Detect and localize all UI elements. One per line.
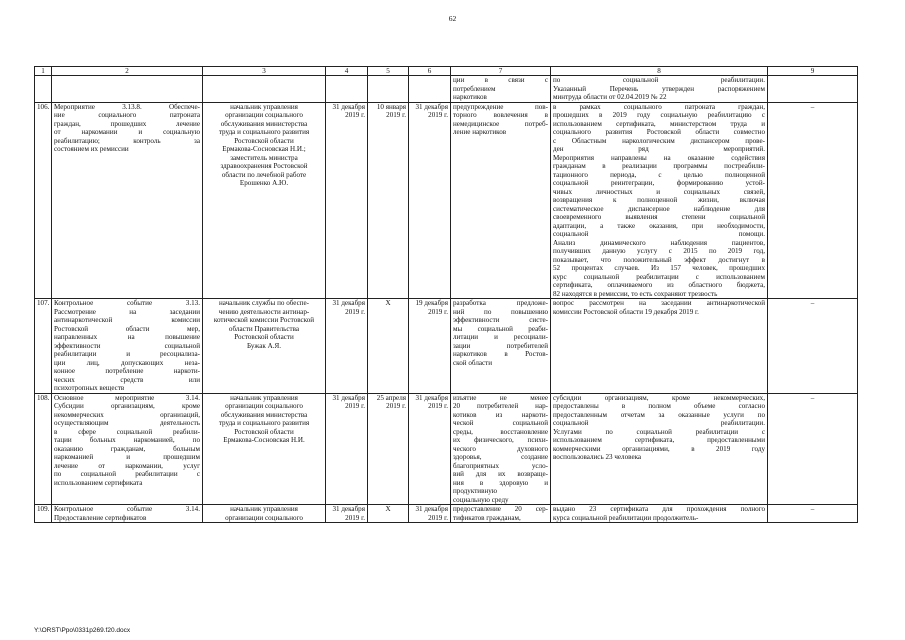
text-line: начальник управления — [230, 505, 298, 513]
expected-result-cell — [451, 299, 551, 394]
start-date-cell — [368, 102, 409, 299]
text-line: с Областным наркологическим диспансером прове- — [553, 136, 765, 145]
text-line: Ростовской области — [234, 136, 294, 145]
actual-result-cell — [551, 299, 768, 394]
start-date-cell — [368, 393, 409, 505]
text-line: предоставление 20 сер- — [453, 505, 548, 513]
text-line: социальной помощи. — [553, 230, 765, 238]
text-line: предупреждение пов- — [453, 102, 548, 111]
text-line: граждан, прошедших лечение — [54, 119, 200, 128]
expected-result-cell — [451, 505, 551, 523]
activity-cell — [52, 505, 203, 523]
text-line: обслуживания министерства — [220, 410, 308, 419]
text-line: тационного периода, с целью полноценной — [553, 170, 765, 179]
text-line: благоприятных усло- — [453, 461, 548, 470]
text-line: 31 декабря — [332, 299, 365, 307]
text-line: ния в здоровую и — [453, 478, 548, 487]
text-line: ние социального патроната — [54, 111, 200, 119]
text-line: организации социального — [225, 111, 303, 119]
text-line: здравоохранения Ростовской — [220, 162, 308, 170]
text-line: Ростовской области мер, — [54, 324, 200, 333]
text-line: предоставленным отчетам за оказанные услуги по — [553, 410, 765, 419]
text-line: Предоставление сертификатов — [54, 513, 147, 522]
continuation-row — [35, 76, 858, 103]
text-line: тификатов гражданам, — [453, 513, 521, 522]
text-line: 19 декабря — [415, 299, 448, 307]
header-cell: 7 — [451, 67, 551, 76]
text-line: котической комиссии Ростовской — [213, 316, 315, 324]
text-line: курс социальной реабилитации с использованием — [553, 272, 765, 281]
text-line: прошедших в 2019 году социальную реабилитацию с — [553, 111, 765, 119]
planned-date-cell — [326, 393, 368, 505]
text-line: 31 декабря — [332, 102, 365, 111]
text-line: чению деятельности антинар- — [218, 307, 310, 316]
remarks-cell: – — [768, 505, 858, 523]
text-line: Ермакова-Сосновская Н.И.; — [222, 145, 306, 153]
text-line: адаптации, а также оказания, при необходимости, — [553, 221, 765, 230]
header-cell: 8 — [551, 67, 768, 76]
header-cell: 3 — [203, 67, 326, 76]
text-line: Контрольное событие 3.13. — [54, 299, 200, 307]
activity-cell — [52, 102, 203, 299]
text-line: Ермакова-Сосновская Н.И. — [223, 436, 305, 444]
text-line: социальной реабилитации. — [553, 419, 765, 427]
text-line: 2019 г. — [386, 402, 406, 410]
text-line: тации больных наркоманией, по — [54, 436, 200, 444]
text-line: 25 апреля — [376, 393, 406, 402]
text-line: начальник управления — [230, 393, 298, 402]
text-line: 2019 г. — [428, 402, 448, 410]
text-line: вий для их возвраще- — [453, 470, 548, 478]
text-line: состоянием их ремиссии — [54, 145, 129, 153]
responsible-cell — [203, 299, 326, 394]
text-line: литации и ресоциали- — [453, 333, 548, 341]
text-line: социальную среду — [453, 495, 509, 504]
text-line: субсидии организациям, кроме некоммерческих, — [553, 393, 765, 402]
text-line: 10 января — [376, 102, 406, 111]
text-line: по социальной реабилитации с — [54, 470, 200, 478]
remarks-cell: – — [768, 102, 858, 299]
text-line: начальник управления — [230, 102, 298, 111]
text-line: здоровья, создание — [453, 453, 548, 461]
text-line: Ростовской области — [234, 427, 294, 436]
text-line: реабилитацию; контроль за — [54, 136, 200, 145]
text-line: 31 декабря — [332, 393, 365, 402]
table-row — [35, 299, 858, 394]
text-line: использованием сертификата — [54, 478, 143, 487]
actual-result-cell — [551, 76, 768, 103]
responsible-cell — [203, 102, 326, 299]
text-line: 31 декабря — [415, 505, 448, 513]
text-line: возвращения к полноценной жизни, включая — [553, 196, 765, 204]
text-line: области по лечебной работе — [221, 170, 307, 179]
text-line: минтруда области от 02.04.2019 № 22 — [553, 93, 667, 101]
actual-date-cell — [409, 393, 451, 505]
header-cell: 9 — [768, 67, 858, 76]
text-line: предоставлены в полном объеме согласно — [553, 402, 765, 410]
text-line: котиков из наркоти- — [453, 410, 548, 419]
text-line: в рамках социального патроната граждан, — [553, 102, 765, 111]
text-line: коммерческими организациями, в 2019 году — [553, 444, 765, 453]
text-line: начальник службы по обеспе- — [218, 299, 310, 307]
actual-result-cell — [551, 102, 768, 299]
text-line: потреблением — [453, 84, 496, 93]
report-table — [34, 66, 858, 523]
text-line: ление наркотиков — [453, 128, 507, 136]
text-line: лечение от наркомании, услуг — [54, 461, 200, 470]
header-cell: 6 — [409, 67, 451, 76]
text-line: оказанию гражданам, больным — [54, 444, 200, 453]
text-line: области Правительства — [228, 324, 300, 333]
text-line: продуктивную — [453, 487, 498, 495]
text-line: комиссии Ростовской области 19 декабря 2019 г. — [553, 307, 699, 316]
row-number-cell: 107. — [35, 299, 52, 394]
actual-date-cell — [409, 299, 451, 394]
text-line: 2019 г. — [428, 513, 448, 522]
text-line: вопрос рассмотрен на заседании антинаркотической — [553, 299, 765, 307]
header-cell: 1 — [35, 67, 52, 76]
header-row — [35, 67, 858, 76]
start-date-cell — [368, 505, 409, 523]
text-line: некоммерческих организаций, — [54, 410, 200, 419]
text-line: среды, восстановление — [453, 427, 548, 436]
text-line: показывает, что положительный эффект достигнут в — [553, 255, 765, 264]
text-line: Анализ динамического наблюдения пациентов, — [553, 238, 765, 247]
text-line: 82 находятся в ремиссии, то есть сохраняют трезвость — [553, 289, 718, 298]
text-line: Ерошенко А.Ю. — [239, 179, 289, 187]
planned-date-cell — [326, 505, 368, 523]
responsible-cell — [203, 505, 326, 523]
text-line: чивых личностных и социальных связей, — [553, 187, 765, 196]
responsible-cell — [203, 393, 326, 505]
text-line: психотропных веществ — [54, 384, 125, 392]
row-number-cell: 109. — [35, 505, 52, 523]
start-date-cell — [368, 299, 409, 394]
text-line: социального развития Ростовской области совместно — [553, 128, 765, 136]
text-line: по социальной реабилитации. — [553, 76, 765, 84]
text-line: Мероприятия направлены на оказание содействия — [553, 153, 765, 162]
text-line: изъятие не менее — [453, 393, 548, 402]
text-line: эффективности социальной — [54, 341, 200, 350]
text-line: социальной реинтеграции, формированию устой- — [553, 179, 765, 187]
text-line: Услугами по социальной реабилитации с — [553, 427, 765, 436]
text-line: Основное мероприятие 3.14. — [54, 393, 200, 402]
text-line: реабилитации и ресоциализа- — [54, 350, 200, 358]
text-line: наркоманией и прошедшим — [54, 453, 200, 461]
text-line: эффективности систе- — [453, 316, 548, 324]
table-row — [35, 505, 858, 523]
actual-result-cell — [551, 505, 768, 523]
text-line: направленных на повышение — [54, 333, 200, 341]
text-line: организации социального — [225, 402, 303, 410]
text-line: X — [385, 299, 391, 307]
text-line: труда и социального развития — [218, 419, 310, 427]
file-path-footer: Y:\ORST\Ppo\0331p269.f20.docx — [34, 627, 131, 634]
text-line: разработка предложе- — [453, 299, 548, 307]
activity-cell — [52, 299, 203, 394]
text-line: гражданам в реализации программы постреабили- — [553, 162, 765, 170]
text-line: организации социального — [225, 513, 303, 522]
text-line: осуществляющим деятельность — [54, 419, 200, 427]
text-line: 2019 г. — [345, 111, 365, 119]
text-line: 31 декабря — [332, 505, 365, 513]
text-line: систематическое диспансерное наблюдение для — [553, 204, 765, 213]
header-cell: 5 — [368, 67, 409, 76]
remarks-cell: – — [768, 299, 858, 394]
text-line: ской области — [453, 358, 493, 367]
text-line: зации потребителей — [453, 341, 548, 350]
text-line: торного вовлечения в — [453, 111, 548, 119]
table-row — [35, 393, 858, 505]
text-line: обслуживания министерства — [220, 119, 308, 128]
text-line: наркотиков — [453, 93, 487, 101]
planned-date-cell — [326, 102, 368, 299]
row-number-cell: 106. — [35, 102, 52, 299]
text-line: 20 потребителей нар- — [453, 402, 548, 410]
text-line: воспользовались 23 человека — [553, 453, 642, 461]
expected-result-cell — [451, 102, 551, 299]
text-line: наркотиков в Ростов- — [453, 350, 548, 358]
text-line: Бужак А.Я. — [246, 341, 282, 350]
text-line: 2019 г. — [345, 307, 365, 316]
text-line: немедицинское потреб- — [453, 119, 548, 128]
text-line: ции лиц, допускающих неза- — [54, 358, 200, 367]
text-line: 31 декабря — [415, 102, 448, 111]
text-line: 2019 г. — [345, 513, 365, 522]
text-line: заместитель министра — [230, 153, 298, 162]
text-line: ческих средств или — [54, 375, 200, 384]
text-line: X — [385, 505, 391, 513]
text-line: 2019 г. — [428, 111, 448, 119]
text-line: Рассмотрение на заседании — [54, 307, 200, 316]
text-line: Контрольное событие 3.14. — [54, 505, 200, 513]
text-line: сертификата, оплачиваемого из областного бюджета, — [553, 281, 765, 289]
text-line: мы социальной реаби- — [453, 324, 548, 333]
text-line: Ростовской области — [234, 333, 294, 341]
header-cell: 2 — [52, 67, 203, 76]
text-line: 2019 г. — [428, 307, 448, 316]
page-number: 62 — [448, 14, 457, 23]
expected-result-cell — [451, 393, 551, 505]
actual-result-cell — [551, 393, 768, 505]
actual-date-cell — [409, 102, 451, 299]
text-line: Указанный Перечень утвержден распоряжением — [553, 84, 765, 93]
text-line: 31 декабря — [415, 393, 448, 402]
text-line: 2019 г. — [345, 402, 365, 410]
text-line: Мероприятие 3.13.8. Обеспече- — [54, 102, 200, 111]
text-line: курса социальной реабилитации продолжитель- — [553, 513, 699, 522]
table-row — [35, 102, 858, 299]
text-line: ден ряд мероприятий. — [553, 145, 765, 153]
actual-date-cell — [409, 505, 451, 523]
text-line: использованием сертификата, предоставленными — [553, 436, 765, 444]
planned-date-cell — [326, 299, 368, 394]
text-line: конное потребление наркоти- — [54, 367, 200, 375]
row-number-cell: 108. — [35, 393, 52, 505]
expected-result-cell — [451, 76, 551, 103]
header-cell: 4 — [326, 67, 368, 76]
text-line: получивших данную услугу с 2015 по 2019 год, — [553, 247, 765, 255]
text-line: 52 процентах случаев. Из 157 человек, прошедших — [553, 264, 765, 272]
activity-cell — [52, 393, 203, 505]
text-line: Субсидии организациям, кроме — [54, 402, 200, 410]
text-line: ции в связи с — [453, 76, 548, 84]
text-line: выдано 23 сертификата для прохождения полного — [553, 505, 765, 513]
remarks-cell: – — [768, 393, 858, 505]
text-line: своевременного выявления степени социальной — [553, 213, 765, 221]
text-line: 2019 г. — [386, 111, 406, 119]
text-line: антинаркотической комиссии — [54, 316, 200, 324]
text-line: в сфере социальной реабили- — [54, 427, 200, 436]
text-line: ческого духовного — [453, 444, 548, 453]
text-line: использованием сертификата, министерством труда и — [553, 119, 765, 128]
text-line: ческой социальной — [453, 419, 548, 427]
text-line: труда и социального развития — [218, 128, 310, 136]
text-line: ний по повышению — [453, 307, 548, 316]
text-line: их физического, психи- — [453, 436, 548, 444]
text-line: от наркомании и социальную — [54, 128, 200, 136]
